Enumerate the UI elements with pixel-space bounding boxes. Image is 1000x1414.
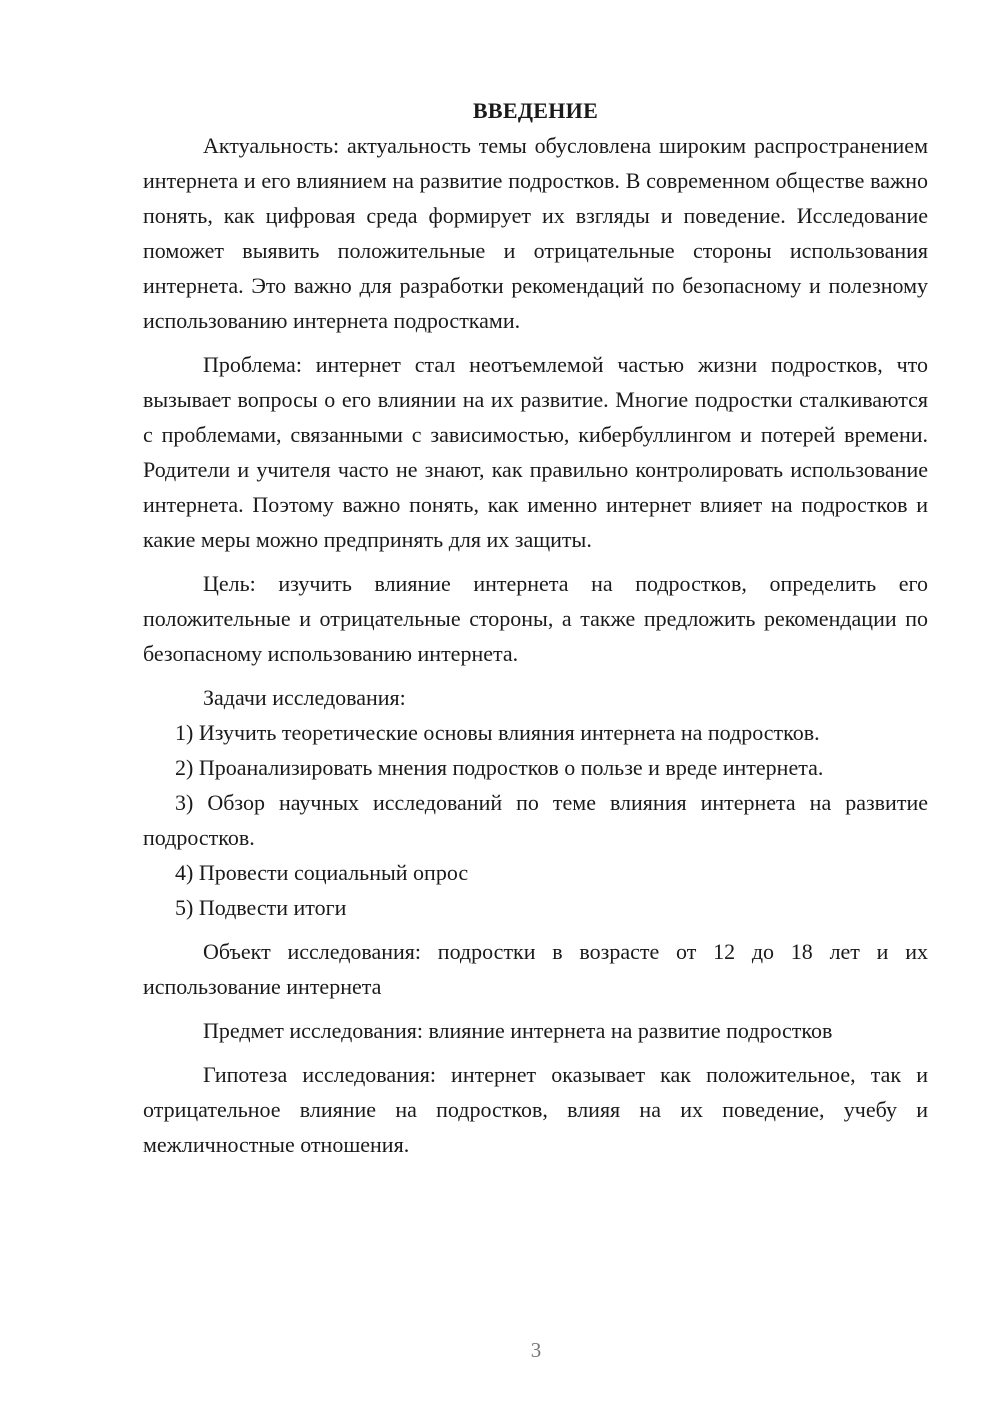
- paragraph-problem: Проблема: интернет стал неотъемлемой частью жизни подростков, что вызывает вопросы о его влиянии на их развитие. Многие подростки сталкиваются с проблемами, связанными с зависимостью, кибербуллингом и потерей времени. Родители и учителя часто не знают, как правильно контролировать использование интернета. Поэтому важно понять, как именно интернет влияет на подростков и какие меры можно предпринять для их защиты.: [143, 352, 928, 552]
- paragraph-subject: Предмет исследования: влияние интернета на развитие подростков: [203, 1018, 833, 1043]
- page-content: [143, 93, 928, 1162]
- list-item-task-3: 3) Обзор научных исследований по теме влияния интернета на развитие подростков.: [143, 790, 928, 850]
- tasks-heading: Задачи исследования:: [203, 685, 406, 710]
- list-item-task-5: 5) Подвести итоги: [175, 895, 347, 920]
- paragraph-hypothesis: Гипотеза исследования: интернет оказывает как положительное, так и отрицательное влияние на подростков, влияя на их поведение, учебу и межличностные отношения.: [143, 1062, 928, 1157]
- page-title: ВВЕДЕНИЕ: [472, 98, 599, 123]
- list-item-task-4: 4) Провести социальный опрос: [175, 860, 469, 885]
- list-item-task-1: 1) Изучить теоретические основы влияния интернета на подростков.: [175, 720, 820, 745]
- page-number: 3: [530, 1338, 542, 1362]
- paragraph-relevance: Актуальность: актуальность темы обусловлена широким распространением интернета и его влиянием на развитие подростков. В современном обществе важно понять, как цифровая среда формирует их взгляды и поведение. Исследование поможет выявить положительные и отрицательные стороны использования интернета. Это важно для разработки рекомендаций по безопасному и полезному использованию интернета подростками.: [143, 133, 928, 333]
- paragraph-goal: Цель: изучить влияние интернета на подростков, определить его положительные и отрицательные стороны, а также предложить рекомендации по безопасному использованию интернета.: [143, 571, 928, 666]
- paragraph-object: Объект исследования: подростки в возрасте от 12 до 18 лет и их использование интернета: [143, 939, 928, 999]
- list-item-task-2: 2) Проанализировать мнения подростков о пользе и вреде интернета.: [175, 755, 824, 780]
